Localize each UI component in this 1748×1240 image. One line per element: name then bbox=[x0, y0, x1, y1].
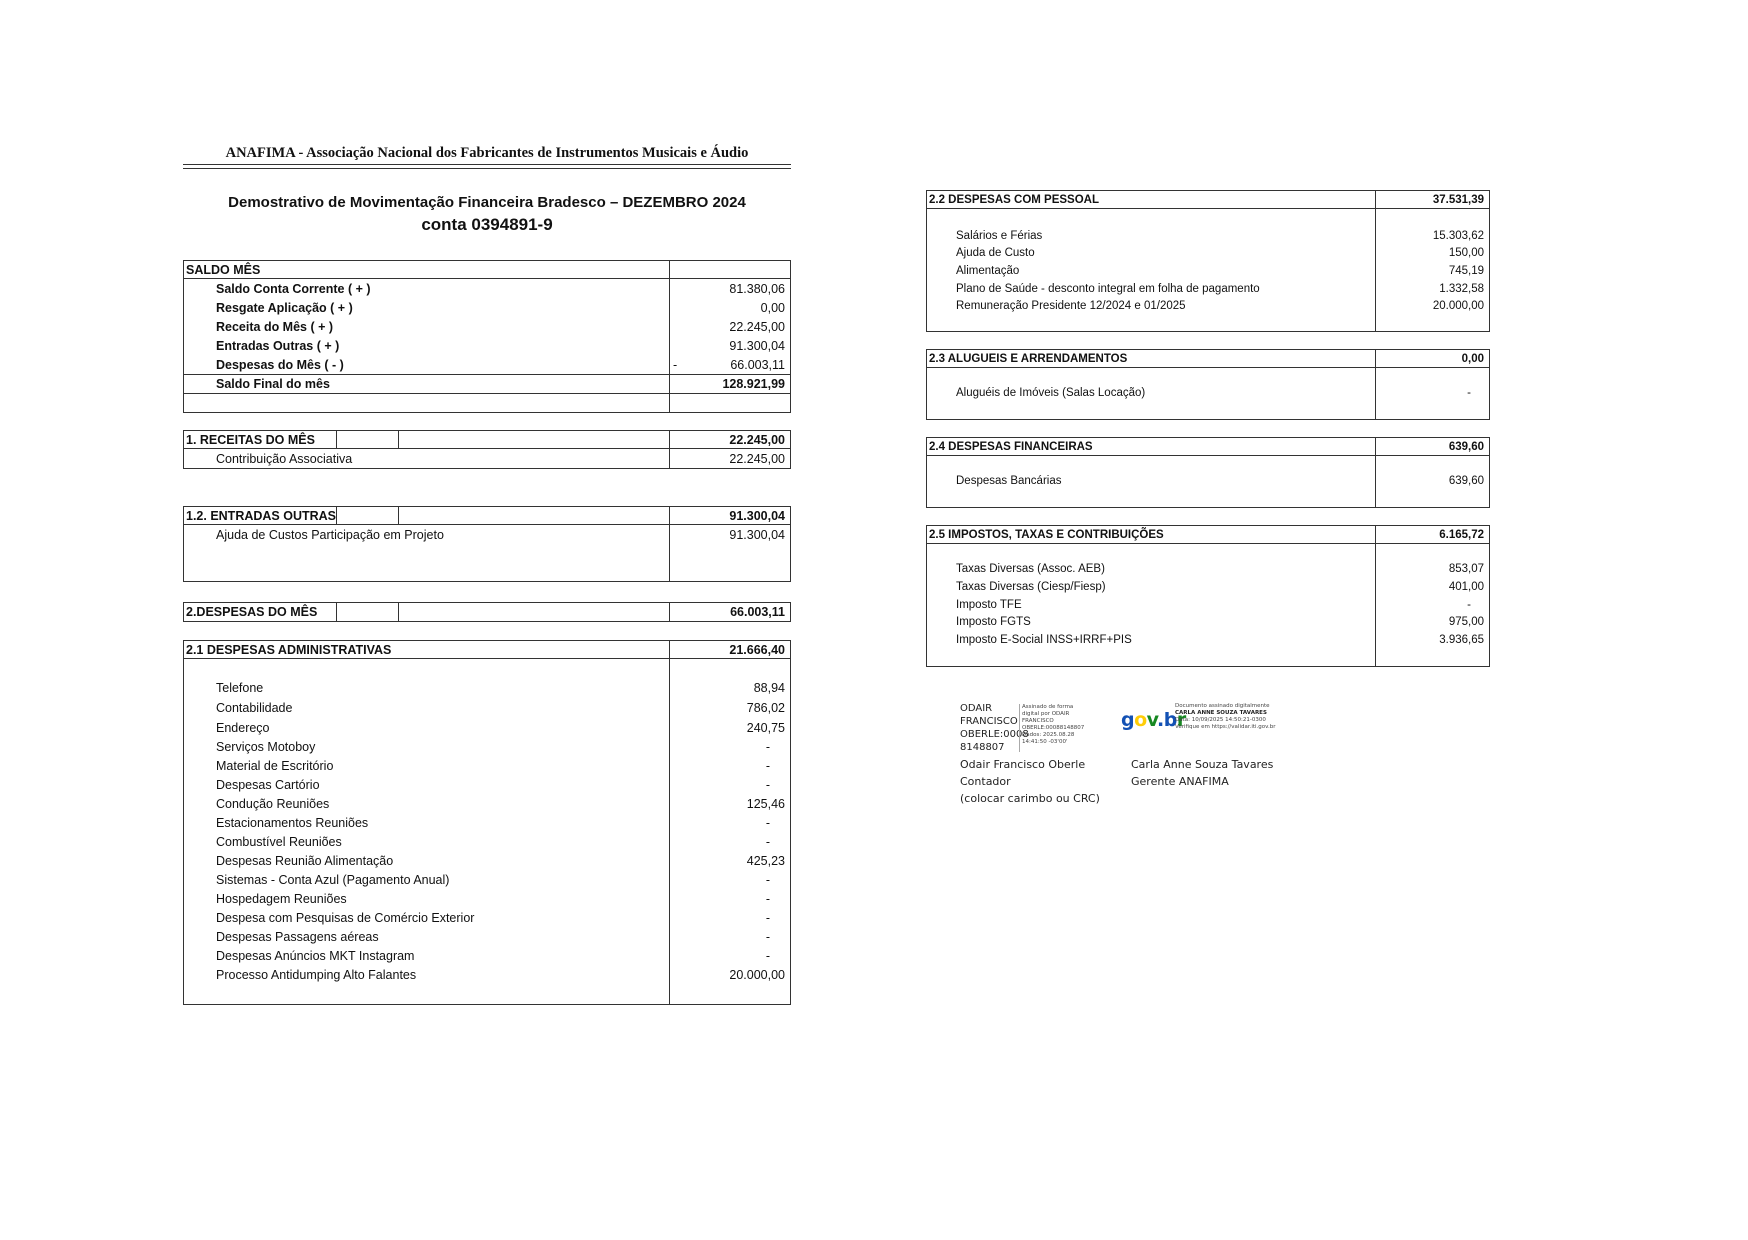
administrativas-total: 21.666,40 bbox=[729, 643, 785, 657]
signer-role: Gerente ANAFIMA bbox=[1131, 775, 1229, 788]
signer-name: Odair Francisco Oberle bbox=[960, 758, 1086, 771]
entradas-table bbox=[183, 506, 791, 582]
admin-row-value: - bbox=[765, 835, 770, 849]
stamp-detail-line: FRANCISCO bbox=[1022, 718, 1054, 724]
receitas-header: 1. RECEITAS DO MÊS bbox=[186, 433, 315, 447]
saldo-row-value: 0,00 bbox=[760, 301, 785, 315]
despesas-table bbox=[183, 602, 791, 622]
entradas-total: 91.300,04 bbox=[729, 509, 785, 523]
admin-row-label: Hospedagem Reuniões bbox=[216, 892, 347, 906]
signer-role: Contador bbox=[960, 775, 1011, 788]
alugueis-total: 0,00 bbox=[1461, 353, 1484, 365]
alugueis-header: 2.3 ALUGUEIS E ARRENDAMENTOS bbox=[929, 353, 1128, 365]
admin-row-label: Despesas Reunião Alimentação bbox=[216, 854, 394, 868]
pessoal-row-value: 15.303,62 bbox=[1432, 230, 1484, 242]
administrativas-table bbox=[183, 640, 791, 1005]
admin-row-value: - bbox=[765, 949, 770, 963]
stamp-detail-line: Assinado de forma bbox=[1022, 704, 1074, 710]
saldo-row-value: 91.300,04 bbox=[729, 339, 785, 353]
header-rule bbox=[183, 168, 791, 169]
admin-row-value: - bbox=[765, 911, 770, 925]
saldo-row-label: Receita do Mês ( + ) bbox=[216, 320, 334, 334]
saldo-row-label: Resgate Aplicação ( + ) bbox=[216, 301, 353, 315]
despesas-total: 66.003,11 bbox=[730, 605, 785, 619]
alugueis-table bbox=[926, 349, 1490, 420]
pessoal-header: 2.2 DESPESAS COM PESSOAL bbox=[929, 194, 1099, 206]
stamp-name-line: ODAIR bbox=[960, 703, 993, 714]
pessoal-row-value: 20.000,00 bbox=[1432, 300, 1484, 312]
administrativas-header: 2.1 DESPESAS ADMINISTRATIVAS bbox=[186, 643, 392, 657]
receitas-table bbox=[183, 430, 791, 469]
organization-title: ANAFIMA - Associação Nacional dos Fabricantes de Instrumentos Musicais e Áudio bbox=[225, 145, 749, 161]
impostos-row-label: Imposto FGTS bbox=[956, 616, 1031, 628]
financeiras-total: 639,60 bbox=[1448, 441, 1484, 453]
admin-row-label: Despesas Cartório bbox=[216, 778, 320, 792]
pessoal-row-label: Alimentação bbox=[956, 265, 1020, 277]
signature-left bbox=[960, 756, 1100, 807]
gov-detail-line: Data: 10/09/2025 14:50:21-0300 bbox=[1175, 717, 1266, 723]
saldo-table bbox=[183, 260, 791, 413]
admin-row-label: Despesas Anúncios MKT Instagram bbox=[216, 949, 415, 963]
pessoal-row-value: 1.332,58 bbox=[1439, 283, 1484, 295]
impostos-row-label: Imposto E-Social INSS+IRRF+PIS bbox=[956, 634, 1132, 646]
pessoal-row-value: 745,19 bbox=[1448, 265, 1484, 277]
admin-row-value: 88,94 bbox=[753, 681, 785, 695]
saldo-row-label: Saldo Conta Corrente ( + ) bbox=[216, 282, 371, 296]
admin-row-value: 125,46 bbox=[746, 797, 785, 811]
financeiras-table bbox=[926, 437, 1490, 508]
entradas-header: 1.2. ENTRADAS OUTRAS bbox=[186, 509, 337, 523]
impostos-row-value: 853,07 bbox=[1448, 563, 1484, 575]
admin-row-value: 20.000,00 bbox=[729, 968, 785, 982]
pessoal-row-label: Remuneração Presidente 12/2024 e 01/2025 bbox=[956, 300, 1186, 312]
admin-row-label: Condução Reuniões bbox=[216, 797, 330, 811]
stamp-name-line: FRANCISCO bbox=[960, 716, 1018, 727]
saldo-row-label: Despesas do Mês ( - ) bbox=[216, 358, 344, 372]
admin-row-label: Material de Escritório bbox=[216, 759, 334, 773]
impostos-row-value: 975,00 bbox=[1448, 616, 1484, 628]
admin-row-label: Sistemas - Conta Azul (Pagamento Anual) bbox=[216, 873, 450, 887]
admin-row-value: - bbox=[765, 930, 770, 944]
stamp-detail-line: OBERLE:00088148807 bbox=[1022, 725, 1085, 731]
admin-row-value: 786,02 bbox=[746, 701, 785, 715]
admin-row-label: Despesa com Pesquisas de Comércio Exterior bbox=[216, 911, 475, 925]
impostos-table bbox=[926, 525, 1490, 667]
saldo-header: SALDO MÊS bbox=[186, 263, 261, 277]
admin-row-label: Processo Antidumping Alto Falantes bbox=[216, 968, 417, 982]
signer-name: Carla Anne Souza Tavares bbox=[1131, 758, 1274, 771]
stamp-detail-line: 14:41:50 -03'00' bbox=[1022, 739, 1068, 745]
pessoal-row-value: 150,00 bbox=[1448, 247, 1484, 259]
govbr-logo: gov.br bbox=[1121, 709, 1186, 731]
pessoal-table bbox=[926, 190, 1490, 332]
pessoal-row-label: Ajuda de Custo bbox=[956, 247, 1035, 259]
admin-row-value: - bbox=[765, 816, 770, 830]
admin-row-value: - bbox=[765, 759, 770, 773]
entradas-row-value: 91.300,04 bbox=[729, 528, 785, 542]
alugueis-row-value: - bbox=[1467, 387, 1471, 399]
admin-row-value: - bbox=[765, 873, 770, 887]
saldo-row-label: Entradas Outras ( + ) bbox=[216, 339, 340, 353]
impostos-row-label: Imposto TFE bbox=[956, 599, 1022, 611]
despesas-header: 2.DESPESAS DO MÊS bbox=[186, 605, 318, 619]
receitas-row-label: Contribuição Associativa bbox=[216, 452, 353, 466]
pessoal-total: 37.531,39 bbox=[1432, 194, 1484, 206]
admin-row-value: - bbox=[765, 892, 770, 906]
admin-row-value: - bbox=[765, 778, 770, 792]
admin-row-label: Telefone bbox=[216, 681, 264, 695]
receitas-row-value: 22.245,00 bbox=[729, 452, 785, 466]
document-title: Demostrativo de Movimentação Financeira Bradesco – DEZEMBRO 2024 bbox=[228, 194, 746, 211]
impostos-row-label: Taxas Diversas (Assoc. AEB) bbox=[956, 563, 1105, 575]
signer-note: (colocar carimbo ou CRC) bbox=[960, 792, 1100, 805]
account-number: conta 0394891-9 bbox=[421, 215, 553, 234]
gov-signer-name: CARLA ANNE SOUZA TAVARES bbox=[1175, 710, 1267, 716]
alugueis-row-label: Aluguéis de Imóveis (Salas Locação) bbox=[956, 387, 1146, 399]
header-rule bbox=[183, 164, 791, 165]
stamp-detail-line: Dados: 2025.08.28 bbox=[1022, 732, 1075, 738]
saldo-row-value: 22.245,00 bbox=[729, 320, 785, 334]
admin-row-value: 240,75 bbox=[746, 721, 785, 735]
pessoal-row-label: Salários e Férias bbox=[956, 230, 1043, 242]
financeiras-header: 2.4 DESPESAS FINANCEIRAS bbox=[929, 441, 1093, 453]
saldo-row-value: 81.380,06 bbox=[729, 282, 785, 296]
signature-right bbox=[1131, 756, 1273, 790]
saldo-final-label: Saldo Final do mês bbox=[216, 377, 330, 391]
financeiras-row-label: Despesas Bancárias bbox=[956, 475, 1062, 487]
impostos-header: 2.5 IMPOSTOS, TAXAS E CONTRIBUIÇÕES bbox=[929, 529, 1164, 541]
impostos-row-label: Taxas Diversas (Ciesp/Fiesp) bbox=[956, 581, 1106, 593]
impostos-row-value: - bbox=[1467, 599, 1471, 611]
saldo-final-value: 128.921,99 bbox=[722, 377, 785, 391]
receitas-total: 22.245,00 bbox=[729, 433, 785, 447]
stamp-name-line: 8148807 bbox=[960, 742, 1005, 753]
pessoal-row-label: Plano de Saúde - desconto integral em folha de pagamento bbox=[956, 283, 1260, 295]
stamp-detail-line: digital por ODAIR bbox=[1022, 711, 1070, 717]
gov-detail-line: Documento assinado digitalmente bbox=[1175, 703, 1270, 709]
saldo-row-value: 66.003,11 bbox=[730, 358, 785, 372]
stamp-name-line: OBERLE:0008 bbox=[960, 729, 1029, 740]
impostos-row-value: 3.936,65 bbox=[1439, 634, 1484, 646]
gov-detail-line: Verifique em https://validar.iti.gov.br bbox=[1175, 724, 1276, 730]
impostos-total: 6.165,72 bbox=[1439, 529, 1484, 541]
admin-row-label: Combustível Reuniões bbox=[216, 835, 342, 849]
entradas-row-label: Ajuda de Custos Participação em Projeto bbox=[216, 528, 444, 542]
impostos-row-value: 401,00 bbox=[1448, 581, 1484, 593]
admin-row-label: Serviços Motoboy bbox=[216, 740, 316, 754]
admin-row-value: - bbox=[765, 740, 770, 754]
admin-row-value: 425,23 bbox=[746, 854, 785, 868]
admin-row-label: Contabilidade bbox=[216, 701, 293, 715]
admin-row-label: Estacionamentos Reuniões bbox=[216, 816, 369, 830]
admin-row-label: Despesas Passagens aéreas bbox=[216, 930, 379, 944]
negative-sign: - bbox=[673, 358, 678, 372]
admin-row-label: Endereço bbox=[216, 721, 270, 735]
financeiras-row-value: 639,60 bbox=[1448, 475, 1484, 487]
